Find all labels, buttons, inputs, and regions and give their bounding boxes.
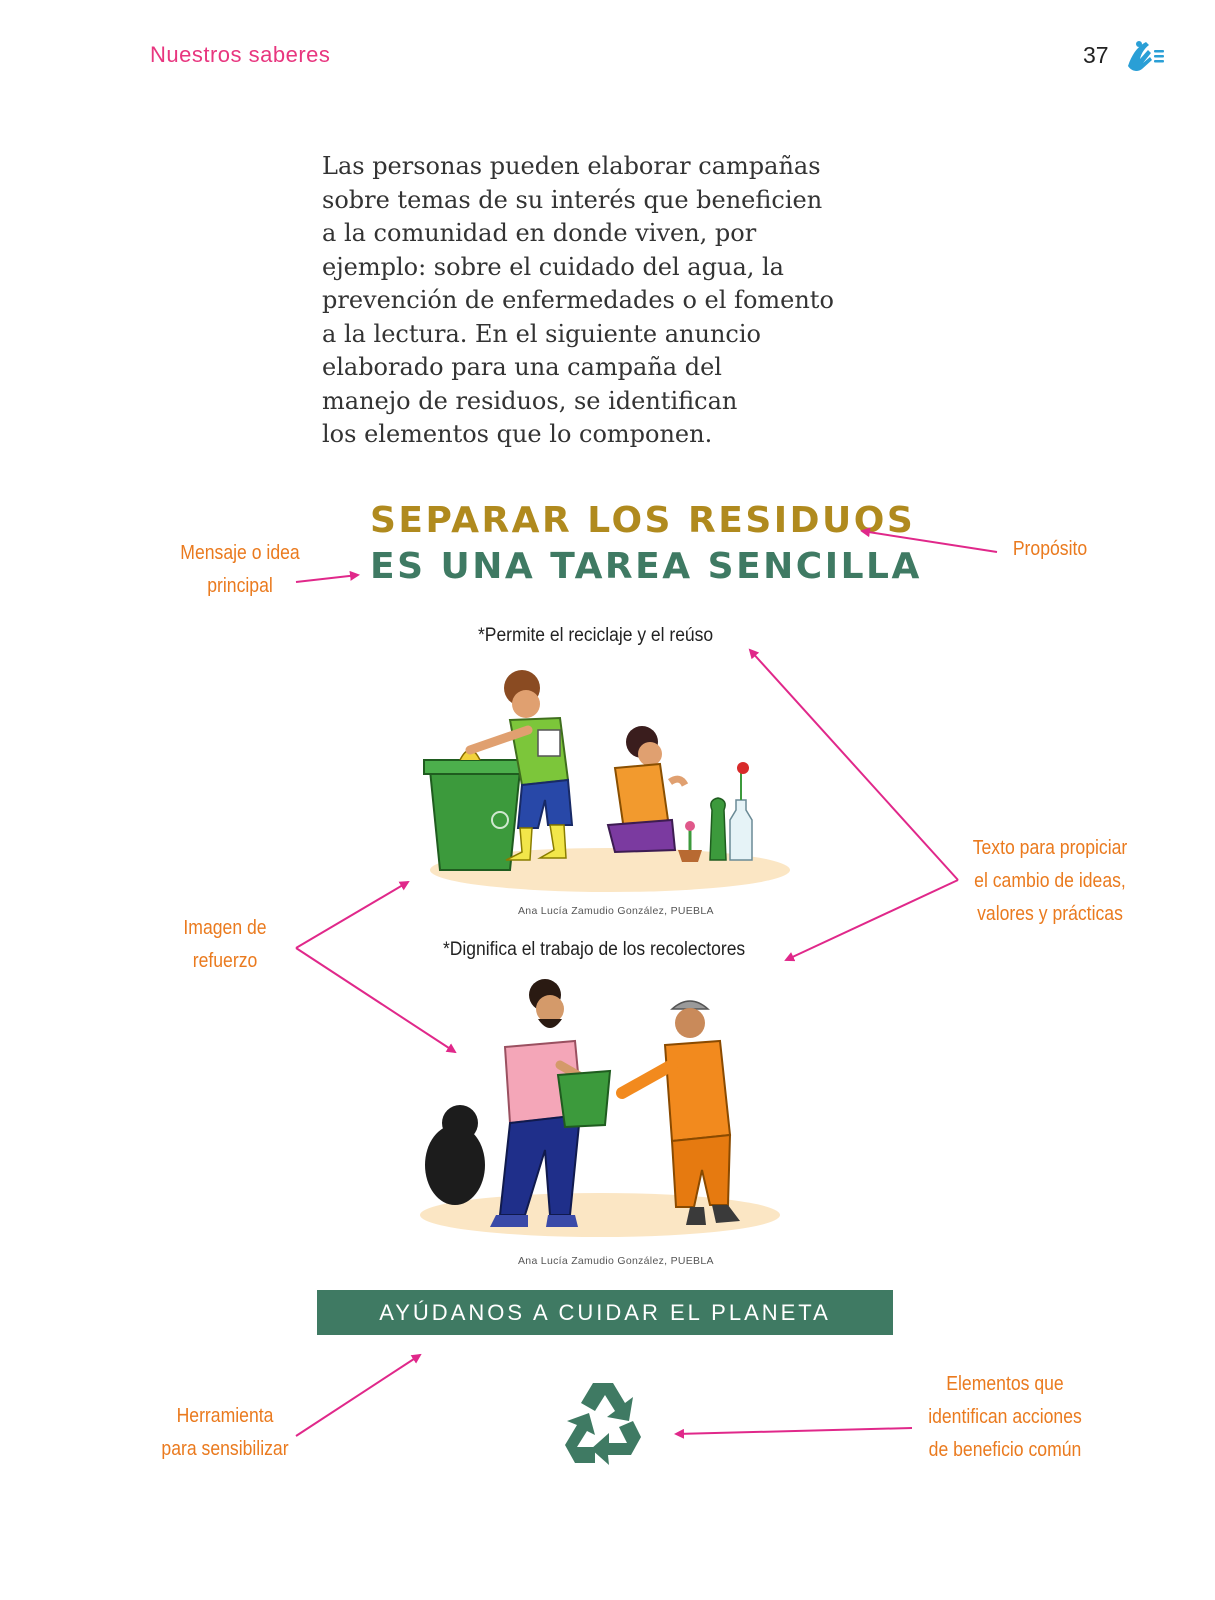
intro-line: elaborado para una campaña del	[322, 353, 722, 381]
arrow-text-2	[786, 880, 958, 960]
poster-caption-recycling: *Permite el reciclaje y el reúso	[478, 625, 714, 646]
intro-line: a la lectura. En el siguiente anuncio	[322, 319, 761, 348]
poster-caption-collectors: *Dignifica el trabajo de los recolectores	[443, 939, 746, 960]
intro-line: prevención de enfermedades o el fomento	[322, 286, 834, 314]
poster-headline-line-1: SEPARAR LOS RESIDUOS	[370, 500, 916, 541]
intro-line: los elementos que lo componen.	[322, 420, 713, 448]
illustration-credit: Ana Lucía Zamudio González, PUEBLA	[518, 1255, 714, 1267]
recycle-icon	[553, 1375, 653, 1475]
annotation-line: Mensaje o idea	[180, 542, 300, 564]
poster-banner: AYÚDANOS A CUIDAR EL PLANETA	[317, 1290, 893, 1335]
annotation-line: el cambio de ideas,	[974, 870, 1126, 892]
illustration-children-recycling	[410, 660, 800, 910]
annotation-line: de beneficio común	[928, 1439, 1082, 1461]
illustration-waste-collector	[410, 975, 800, 1255]
intro-line: a la comunidad en donde viven, por	[322, 219, 757, 247]
annotation-line: refuerzo	[192, 950, 258, 972]
intro-line: sobre temas de su interés que beneficien	[322, 185, 823, 214]
annotation-line: valores y prácticas	[977, 903, 1123, 925]
hands-icon	[1122, 36, 1166, 76]
annotation-line: Elementos que	[946, 1373, 1064, 1395]
arrow-image-1	[296, 882, 408, 948]
annotation-line: identifican acciones	[928, 1406, 1082, 1428]
annotation-line: principal	[207, 575, 273, 597]
intro-line: ejemplo: sobre el cuidado del agua, la	[322, 252, 784, 281]
illustration-credit: Ana Lucía Zamudio González, PUEBLA	[518, 905, 714, 917]
annotation-line: Imagen de	[183, 917, 267, 939]
arrow-awareness-tool	[296, 1355, 420, 1436]
section-title: Nuestros saberes	[150, 42, 331, 67]
annotation-line: para sensibilizar	[161, 1438, 289, 1460]
intro-line: manejo de residuos, se identifican	[322, 386, 738, 415]
annotation-line: Herramienta	[176, 1405, 274, 1427]
annotation-common-benefit	[913, 1368, 1098, 1467]
page-number: 37	[1083, 42, 1109, 68]
arrow-common-benefit	[676, 1428, 912, 1434]
annotation-line: Texto para propiciar	[972, 837, 1128, 859]
intro-line: Las personas pueden elaborar campañas	[322, 152, 821, 180]
poster-headline-line-2: ES UNA TAREA SENCILLA	[370, 546, 922, 587]
annotation-support-image	[168, 912, 282, 978]
annotation-main-message	[170, 537, 311, 603]
intro-paragraph	[322, 150, 862, 452]
annotation-awareness-tool	[150, 1400, 300, 1466]
annotation-line: Propósito	[1012, 538, 1088, 560]
annotation-purpose	[997, 533, 1103, 566]
annotation-change-text	[953, 832, 1147, 931]
